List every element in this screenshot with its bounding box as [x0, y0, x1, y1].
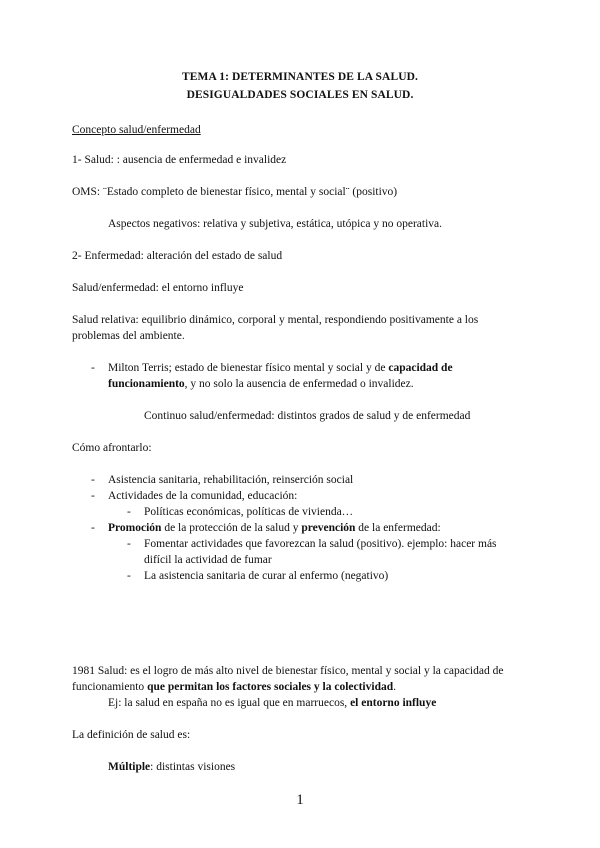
bullet-dash: -: [91, 490, 95, 502]
milton-bold-c: funcionamiento: [108, 378, 185, 390]
negative-aspects: Aspectos negativos: relativa y subjetiva, estática, utópica y no operativa.: [108, 218, 443, 230]
entorno-line: Salud/enfermedad: el entorno influye: [72, 282, 244, 294]
sub-bullet-dash: -: [127, 538, 131, 550]
milton-line-2: [108, 379, 414, 391]
bullet-dash: -: [91, 522, 95, 534]
bullet-promocion: [108, 523, 441, 535]
p1981-line-1: 1981 Salud: es el logro de más alto nivel de bienestar físico, mental y social y la capacidad de: [72, 665, 504, 677]
p1981-text-a: funcionamiento: [72, 681, 148, 693]
p1981-bold: que permitan los factores sociales y la colectividad: [147, 681, 394, 693]
como-afrontarlo: Cómo afrontarlo:: [72, 442, 152, 454]
sub-bullet-dash: -: [127, 506, 131, 518]
promocion-bold: Promoción: [108, 522, 162, 534]
oms-definition: OMS: ¨Estado completo de bienestar físico, mental y social¨ (positivo): [72, 186, 398, 198]
multiple-line: [108, 762, 235, 774]
sub-bullet-fomentar-2: difícil la actividad de fumar: [144, 554, 272, 566]
milton-line-1: [108, 363, 453, 375]
multiple-text: : distintas visiones: [150, 761, 236, 773]
section-heading: Concepto salud/enfermedad: [72, 124, 201, 136]
ejemplo-bold: el entorno influye: [350, 697, 437, 709]
promocion-text: de la protección de la salud y: [161, 522, 302, 534]
enfermedad-definition: 2- Enfermedad: alteración del estado de salud: [72, 250, 283, 262]
sub-bullet-dash: -: [127, 570, 131, 582]
continuo-line: Continuo salud/enfermedad: distintos grados de salud y de enfermedad: [144, 410, 471, 422]
salud-relativa-line-2: problemas del ambiente.: [72, 330, 185, 342]
bullet-dash: -: [91, 362, 95, 374]
sub-bullet-fomentar-1: Fomentar actividades que favorezcan la salud (positivo). ejemplo: hacer más: [144, 538, 497, 550]
ejemplo-text: Ej: la salud en españa no es igual que en marruecos,: [108, 697, 351, 709]
definicion-line: La definición de salud es:: [72, 729, 191, 741]
multiple-bold: Múltiple: [108, 761, 151, 773]
title-line-1: TEMA 1: DETERMINANTES DE LA SALUD.: [182, 71, 418, 83]
ejemplo-line: [108, 698, 436, 710]
bullet-dash: -: [91, 474, 95, 486]
title-line-2: DESIGUALDADES SOCIALES EN SALUD.: [186, 89, 414, 101]
p1981-line-2: [72, 682, 396, 694]
bullet-actividades: Actividades de la comunidad, educación:: [108, 490, 298, 502]
bullet-asistencia: Asistencia sanitaria, rehabilitación, reinserción social: [108, 474, 354, 486]
promocion-text-end: de la enfermedad:: [355, 522, 441, 534]
sub-bullet-asistencia: La asistencia sanitaria de curar al enfermo (negativo): [144, 570, 389, 582]
page-number: 1: [296, 792, 304, 808]
milton-text-d: , y no solo la ausencia de enfermedad o invalidez.: [184, 378, 414, 390]
sub-bullet-politicas: Políticas económicas, políticas de vivienda…: [144, 506, 354, 518]
prevencion-bold: prevención: [301, 522, 356, 534]
salud-relativa-line-1: Salud relativa: equilibrio dinámico, corporal y mental, respondiendo positivamente a los: [72, 314, 479, 326]
milton-bold-b: capacidad de: [388, 362, 453, 374]
p1981-text-c: .: [393, 681, 396, 693]
salud-definition: 1- Salud: : ausencia de enfermedad e invalidez: [72, 154, 287, 166]
milton-text-a: Milton Terris; estado de bienestar físico mental y social y de: [108, 362, 389, 374]
